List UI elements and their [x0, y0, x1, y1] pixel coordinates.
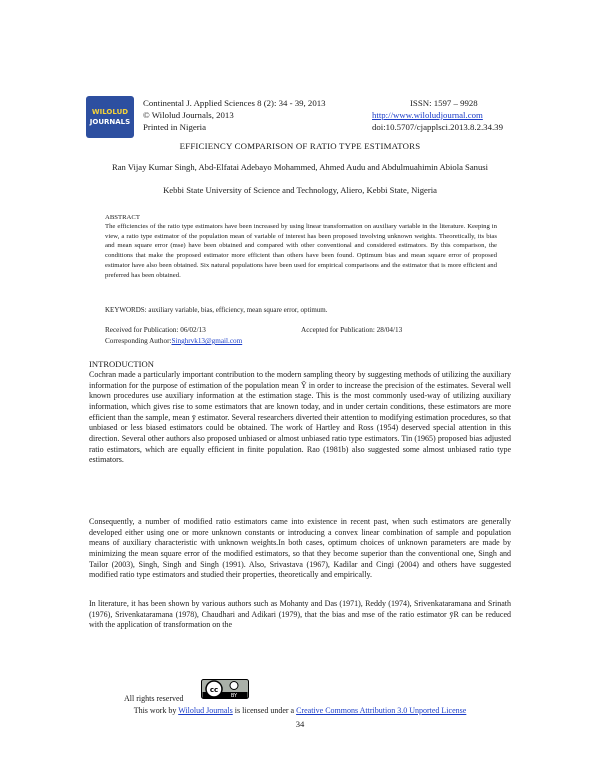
- intro-paragraph-1: Cochran made a particularly important contribution to the modern sampling theory by suggesting methods of utilizing the auxiliary information for the purpose of estimation of the population mean Ȳ in order to increase the precision of the estimates. Several well known procedures use auxiliary information at the estimation stage. This is the most commonly used-way of utilizing auxiliary information, which gives rise to some estimators that are known today, and in under certain conditions, these estimators are more efficient than the sample, mean ȳ estimator. Several researchers diverted their attention to modifying estimation procedures, so that unbiased or less biased estimators could be obtained. The work of Hartley and Ross (1954) deserved special attention in this direction. Several other authors also proposed unbiased or almost unbiased ratio type estimators. Tin (1965) proposed bias adjusted ratio estimators, which are equally efficient in finite population. Rao (1981b) also suggested some almost unbiased ratio type estimators.: [89, 370, 511, 465]
- intro-paragraph-2: Consequently, a number of modified ratio estimators came into existence in recent past, when such estimators are generally developed either using one or more unknown constants or introducing a convex linear combination of sample and population means of auxiliary characteristic with unknown weights.In both cases, optimum choices of unknown parameters are made by minimizing the mean square error of the modified estimators, so that they become superior than the conventional one, Singh and Tailor (2003), Singh, Singh and Singh (1991). Also, Srivastava (1967), Kadilar and Cingi (2004) and others have suggested modified ratio type estimators and studied their properties, theoretically and empirically.: [89, 517, 511, 580]
- abstract-text: The efficiencies of the ratio type estimators have been increased by using linear transformation on auxiliary variable in the literature. Keeping in view, a ratio type estimator of the population mean of variable of interest has been proposed involving unknown weights. Theoretically, its bias and mean square error (mse) have been obtained and compared with other conventional and considered estimators. By this comparison, the conditions that make the proposed estimator more efficient than others have been found. Optimum bias and mean square error of proposed estimator have also been obtained. Six natural populations have been used for empirical comparisons and the estimator that is more efficient and preferred has been obtained.: [105, 223, 497, 279]
- printed-line: Printed in Nigeria: [143, 122, 207, 132]
- corresponding-email-link[interactable]: Singhrvk13@gmail.com: [171, 337, 243, 345]
- issn: ISSN: 1597 – 9928: [410, 98, 478, 108]
- copyright-line: © Wilolud Journals, 2013: [143, 110, 234, 120]
- svg-text:cc: cc: [209, 685, 219, 694]
- intro-paragraph-3: In literature, it has been shown by various authors such as Mohanty and Das (1971), Reddy (1974), Srivenkataramana and Srinath (1976), Srivenkataramana (1978), Chaudhari and Adikari (1979), that the bias and mse of the ratio estimator ȳR can be reduced with the application of transformation on the: [89, 599, 511, 630]
- logo-line-1: WILOLUD: [91, 108, 129, 116]
- keywords: KEYWORDS: auxiliary variable, bias, efficiency, mean square error, optimum.: [105, 306, 328, 314]
- section-heading-introduction: INTRODUCTION: [89, 359, 154, 369]
- doi: doi:10.5707/cjapplsci.2013.8.2.34.39: [372, 122, 503, 132]
- author-list: Ran Vijay Kumar Singh, Abd-Elfatai Adebayo Mohammed, Ahmed Audu and Abdulmuahimin Abiola Sanusi: [112, 162, 488, 172]
- logo-line-2: JOURNALS: [89, 118, 131, 126]
- journal-logo: [86, 96, 134, 138]
- accepted-date: Accepted for Publication: 28/04/13: [301, 326, 403, 334]
- license-author-link[interactable]: Wilolud Journals: [178, 706, 233, 715]
- all-rights-reserved: All rights reserved: [124, 694, 184, 703]
- cc-by-label: BY: [230, 693, 238, 699]
- abstract-heading: ABSTRACT: [105, 214, 140, 221]
- corresponding-author: [105, 337, 242, 345]
- license-link[interactable]: Creative Commons Attribution 3.0 Unported License: [296, 706, 467, 715]
- affiliation: Kebbi State University of Science and Technology, Aliero, Kebbi State, Nigeria: [163, 185, 437, 195]
- corresponding-label: Corresponding Author:: [105, 337, 172, 345]
- paper-title: EFFICIENCY COMPARISON OF RATIO TYPE ESTIMATORS: [179, 141, 421, 151]
- creative-commons-badge-icon[interactable]: [201, 679, 249, 699]
- received-date: Received for Publication: 06/02/13: [105, 326, 206, 334]
- journal-website-link[interactable]: http://www.wiloludjournal.com: [372, 110, 483, 120]
- page-number: 34: [295, 719, 305, 729]
- license-statement: This work by Wilolud Journals is licensed under a Creative Commons Attribution 3.0 Unported License: [133, 706, 467, 715]
- journal-citation: Continental J. Applied Sciences 8 (2): 34 - 39, 2013: [143, 98, 326, 108]
